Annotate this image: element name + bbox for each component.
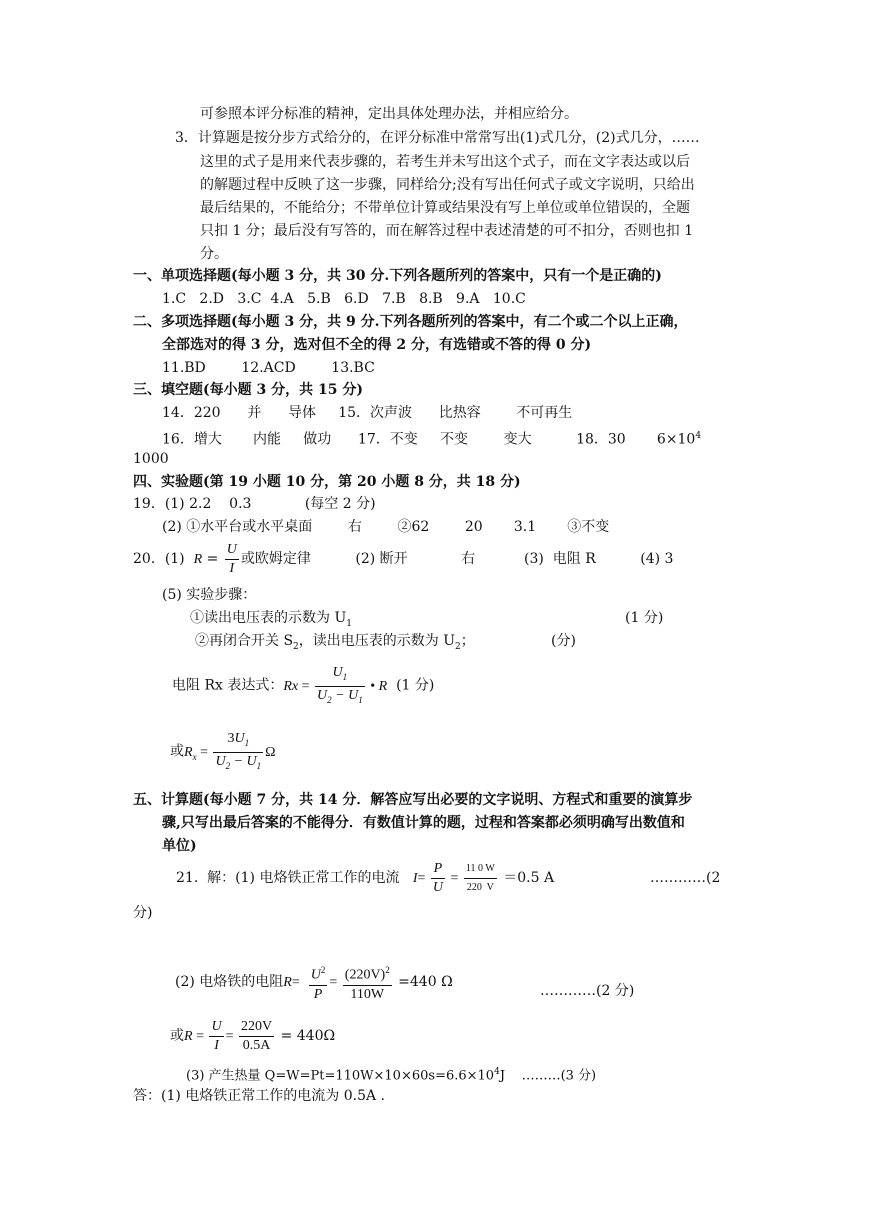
answer-row: 11.BD 12.ACD 13.BC bbox=[162, 360, 375, 376]
fraction: $\frac{U}{I}$ bbox=[211, 1019, 222, 1054]
section-heading: 三、填空题(每小题 3 分，共 15 分) bbox=[133, 382, 363, 398]
denominator: I bbox=[229, 560, 235, 576]
score: (1 分) bbox=[396, 677, 435, 694]
answer-text: =440 Ω bbox=[398, 974, 453, 990]
section-heading: 二、多项选择题(每小题 3 分，共 9 分.下列各题所列的答案中，有二个或二个以上正确， bbox=[133, 314, 688, 330]
scoring-note-line: 可参照本评分标准的精神，定出具体处理办法，并相应给分。 bbox=[200, 106, 578, 122]
step-text: ①读出电压表的示数为 U bbox=[190, 610, 347, 626]
formula: R= $\frac{U^2}{P}$ = $\frac{(220V)^2}{110W}$ bbox=[283, 975, 393, 990]
score: …………(2 分) bbox=[540, 983, 635, 999]
scoring-note-3: 这里的式子是用来代表步骤的，若考生并未写出这个式子，而在文字表达或以后 bbox=[200, 154, 690, 170]
score: ………(3 分) bbox=[521, 1068, 597, 1084]
step-text: ； bbox=[460, 633, 475, 649]
fraction: $\frac{(220V)^2}{110W}$ bbox=[343, 961, 392, 1004]
score: (1 分) bbox=[625, 610, 664, 626]
answer-text: 16．增大 内能 做功 17．不变 不变 变大 18．30 6×10 bbox=[162, 431, 696, 448]
formula: Rx = $\frac{U_1}{U_2 - U_1}$ • R bbox=[283, 679, 387, 694]
math-var: R bbox=[193, 552, 203, 567]
formula: $R_x$ = $\frac{3U_1}{U_2 - U_1}$ Ω bbox=[184, 745, 276, 760]
fraction: $\frac{3U_1}{U_2 - U_1}$ bbox=[215, 731, 262, 771]
scoring-note-3: 3．计算题是按分步方式给分的，在评分标准中常常写出(1)式几分，(2)式几分，…… bbox=[175, 130, 700, 146]
fraction bbox=[225, 541, 239, 578]
section-heading: 骤,只写出最后答案的不能得分．有数值计算的题，过程和答案都必须明确写出数值和 bbox=[162, 815, 685, 831]
fraction: $\frac{220V}{0.5A}$ bbox=[241, 1019, 273, 1054]
answer-row: (5) 实验步骤： bbox=[162, 587, 257, 603]
score: …………(2 bbox=[650, 870, 721, 886]
numerator: U bbox=[225, 541, 239, 560]
scoring-note-3: 分。 bbox=[200, 246, 228, 262]
q21-part1 bbox=[176, 858, 554, 899]
formula: I= $\frac{P}{U}$ = $\frac{11 0 W}{220 V}$ bbox=[412, 861, 495, 896]
answer-text: (3) 产生热量 Q=W=Pt=110W×10×60s=6.6×10 bbox=[186, 1068, 495, 1084]
step-text: ，读出电压表的示数为 U bbox=[298, 633, 456, 649]
section-heading: 全部选对的得 3 分，选对但不全的得 2 分，有选错或不答的得 0 分) bbox=[162, 337, 592, 353]
rx-alt-expression bbox=[170, 730, 276, 776]
q21-alt: 或R = $\frac{U}{I}$ = $\frac{220V}{0.5A}$ = 440Ω bbox=[170, 1019, 336, 1054]
subscript: 1 bbox=[346, 618, 352, 629]
answer-row bbox=[162, 425, 701, 451]
answer-row-q20: 20．(1) R = $\frac{U}{I}$ 或欧姆定律 (2) 断开 右 (3) 电阻 R (4) 3 bbox=[133, 541, 674, 576]
fraction: $\frac{11 0 W}{220 V}$ bbox=[464, 860, 497, 897]
q21-part3 bbox=[186, 1061, 596, 1087]
answer-text: 或欧姆定律 (2) 断开 右 (3) 电阻 R (4) 3 bbox=[240, 551, 674, 567]
step-text: ②再闭合开关 S bbox=[195, 633, 294, 649]
answer-row: 1.C 2.D 3.C 4.A 5.B 6.D 7.B 8.B 9.A 10.C bbox=[162, 291, 526, 307]
answer-text: (2) 电烙铁的电阻 bbox=[175, 974, 284, 990]
section-heading: 五、计算题(每小题 7 分，共 14 分．解答应写出必要的文字说明、方程式和重要的演算步 bbox=[133, 792, 693, 808]
exponent: 4 bbox=[494, 1067, 500, 1077]
answer-text: 21. 解：(1) 电烙铁正常工作的电流 bbox=[176, 870, 400, 886]
section-heading: 四、实验题(第 19 小题 10 分，第 20 小题 8 分，共 18 分) bbox=[133, 474, 521, 490]
scoring-note-3: 最后结果的，不能给分；不带单位计算或结果没有写上单位或单位错误的，全题 bbox=[200, 200, 690, 216]
rx-expression bbox=[172, 664, 434, 709]
fraction: $\frac{U^2}{P}$ bbox=[309, 961, 328, 1004]
answer-text: ＝0.5 A bbox=[503, 870, 555, 886]
answer-row: 19．(1) 2.2 0.3 (每空 2 分) bbox=[133, 496, 376, 512]
answer-row: 14．220 并 导体 15．次声波 比热容 不可再生 bbox=[162, 405, 573, 421]
section-heading: 一、单项选择题(每小题 3 分，共 30 分.下列各题所列的答案中，只有一个是正确的) bbox=[133, 268, 662, 284]
answer-row bbox=[195, 630, 475, 658]
label: 或 bbox=[170, 743, 184, 760]
scoring-note-3: 的解题过程中反映了这一步骤，同样给分;没有写出任何式子或文字说明，只给出 bbox=[200, 177, 695, 193]
exponent: 4 bbox=[695, 431, 702, 441]
answer-row: (2) ①水平台或水平桌面 右 ②62 20 3.1 ③不变 bbox=[162, 519, 610, 535]
answer-text: = 440Ω bbox=[280, 1028, 336, 1044]
answer-row: 1000 bbox=[133, 451, 169, 467]
label: 电阻 Rx 表达式： bbox=[172, 677, 284, 694]
section-heading: 单位) bbox=[162, 838, 197, 854]
subscript: 2 bbox=[455, 641, 461, 652]
subscript: 2 bbox=[293, 641, 299, 652]
fraction: $\frac{P}{U}$ bbox=[432, 861, 444, 896]
q21-part2 bbox=[175, 960, 453, 1005]
score: (分) bbox=[551, 633, 576, 649]
answer-text: J bbox=[499, 1068, 506, 1084]
score: 分) bbox=[133, 905, 153, 921]
answer-statement: 答：(1) 电烙铁正常工作的电流为 0.5A . bbox=[133, 1088, 386, 1104]
formula: R = $\frac{U}{I}$ = $\frac{220V}{0.5A}$ bbox=[184, 1019, 273, 1054]
fraction: $\frac{U_1}{U_2 - U_1}$ bbox=[317, 665, 363, 705]
answer-text: 20．(1) bbox=[133, 551, 185, 567]
scoring-note-3: 只扣 1 分；最后没有写答的，而在解答过程中表述清楚的可不扣分，否则也扣 1 bbox=[200, 223, 694, 239]
